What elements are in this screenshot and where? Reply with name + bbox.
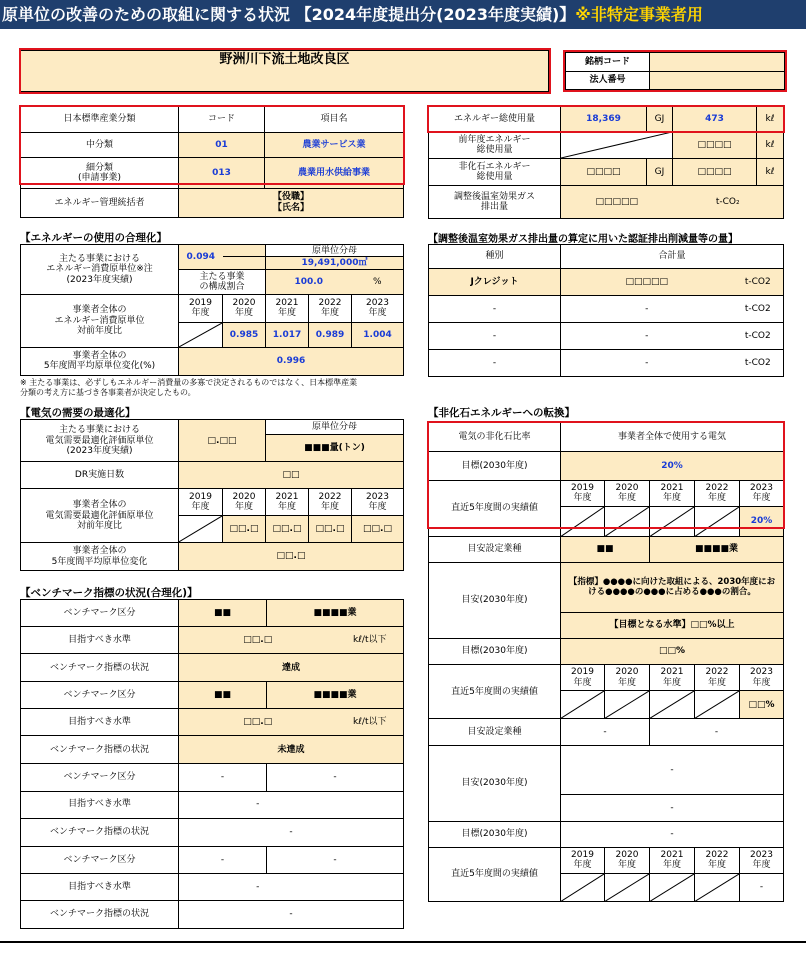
benchmark-status-label: ベンチマーク指標の状況 <box>21 736 179 764</box>
guide-industry-label: 目安設定業種 <box>429 537 561 563</box>
year-2019: 2019 年度 <box>561 665 605 691</box>
nonfossil-gj: □□□□ <box>561 159 647 186</box>
company-codes-table <box>565 52 785 90</box>
ghg-label: 調整後温室効果ガス 排出量 <box>429 186 561 219</box>
benchmark-section-title: 【ベンチマーク指標の状況(合理化)】 <box>20 587 198 599</box>
benchmark-status-label: ベンチマーク指標の状況 <box>21 900 179 928</box>
mid-class-label: 中分類 <box>21 132 179 158</box>
year-2019: 2019 年度 <box>179 489 223 516</box>
demand-yoy-2021: □□.□ <box>266 516 309 543</box>
rational-share-label: 主たる事業 の構成割合 <box>179 269 266 294</box>
energy-total-label: エネルギー総使用量 <box>429 107 561 132</box>
demand-unit-label: 主たる事業における 電気需要最適化評価原単位 (2023年度実績) <box>21 420 179 462</box>
benchmark-target-label: 目指すべき水準 <box>21 627 179 654</box>
year-2019: 2019 年度 <box>179 294 223 322</box>
nonfossil-target-label: 目標(2030年度) <box>429 452 561 480</box>
demand-section-title: 【電気の需要の最適化】 <box>20 407 136 419</box>
benchmark-target-value: - <box>179 791 337 818</box>
prev-energy-kl: □□□□ <box>673 132 757 159</box>
target-2030-label: 目標(2030年度) <box>429 821 561 847</box>
benchmark-category-code: - <box>179 764 267 791</box>
energy-total-table <box>428 106 784 219</box>
nonfossil-record-label: 直近5年度間の実績値 <box>429 480 561 536</box>
year-2020: 2020 年度 <box>223 294 266 322</box>
year-2023: 2023 年度 <box>740 847 784 873</box>
year-2020: 2020 年度 <box>605 665 650 691</box>
guide-2030-level: 【目標となる水準】□□%以上 <box>561 613 784 639</box>
stock-code-value <box>650 53 785 72</box>
kl-unit: kℓ <box>757 132 784 159</box>
rational-section-title: 【エネルギーの使用の合理化】 <box>20 232 167 244</box>
gj-unit: GJ <box>647 159 673 186</box>
classification-header: 日本標準産業分類 <box>21 107 179 133</box>
rational-yoy-2022: 0.989 <box>309 322 352 347</box>
demand-yoy-2022: □□.□ <box>309 516 352 543</box>
benchmark-category-label: ベンチマーク区分 <box>21 846 179 873</box>
rational-table <box>20 244 404 376</box>
corp-no-value <box>650 71 785 90</box>
rational-avg-label: 事業者全体の 5年度間平均原単位変化(%) <box>21 347 179 375</box>
benchmark-target-label: 目指すべき水準 <box>21 791 179 818</box>
nonfossil-table <box>428 422 784 902</box>
dr-days-value: □□ <box>179 462 404 489</box>
benchmark-target-value: □□.□ <box>179 627 337 654</box>
credit-kind: - <box>429 350 561 377</box>
guide-2030-level: - <box>561 795 784 821</box>
fine-class-code: 013 <box>179 158 265 189</box>
nonfossil-ratio-label: 電気の非化石比率 <box>429 423 561 452</box>
benchmark-target-unit <box>337 873 404 900</box>
demand-avg-value: □□.□ <box>179 543 404 571</box>
nonfossil-record-2021 <box>650 506 695 536</box>
credit-total-header: 合計量 <box>561 245 784 269</box>
guide-industry-name: ■■■■業 <box>650 537 784 563</box>
guide-industry-code: - <box>561 719 650 745</box>
prev-energy-label: 前年度エネルギー 総使用量 <box>429 132 561 159</box>
rational-unit-label: 主たる事業における エネルギー消費原単位※注 (2023年度実績) <box>21 245 179 295</box>
nonfossil-ratio-scope: 事業者全体で使用する電気 <box>561 423 784 452</box>
demand-yoy-label: 事業者全体の 電気需要最適化評価原単位 対前年度比 <box>21 489 179 543</box>
record-2021 <box>650 691 695 719</box>
record-2022 <box>695 873 740 901</box>
year-2020: 2020 年度 <box>223 489 266 516</box>
benchmark-category-name: - <box>267 764 404 791</box>
benchmark-category-code: ■■ <box>179 682 267 709</box>
record-2019 <box>561 691 605 719</box>
rational-denominator-label: 原単位分母 <box>266 245 404 257</box>
fine-class-label: 細分類 (申請事業) <box>21 158 179 189</box>
ghg-unit: t-CO₂ <box>673 186 784 219</box>
record-5yr-label: 直近5年度間の実績値 <box>429 665 561 719</box>
year-2021: 2021 年度 <box>650 665 695 691</box>
demand-yoy-2020: □□.□ <box>223 516 266 543</box>
benchmark-target-unit <box>337 791 404 818</box>
year-2023: 2023 年度 <box>740 480 784 506</box>
corp-no-label: 法人番号 <box>566 71 650 90</box>
demand-denominator-value: ■■■量(トン) <box>266 434 404 462</box>
credit-unit: t-CO2 <box>733 350 784 377</box>
year-2020: 2020 年度 <box>605 847 650 873</box>
bottom-border <box>0 941 806 943</box>
gj-unit: GJ <box>647 107 673 132</box>
record-2022 <box>695 691 740 719</box>
company-name: 野洲川下流土地改良区 <box>21 51 549 92</box>
benchmark-category-code: ■■ <box>179 600 267 627</box>
kl-unit: kℓ <box>757 107 784 132</box>
mid-class-name: 農業サービス業 <box>265 132 404 158</box>
record-2019 <box>561 873 605 901</box>
record-2023: □□% <box>740 691 784 719</box>
credit-unit: t-CO2 <box>733 296 784 323</box>
benchmark-status-label: ベンチマーク指標の状況 <box>21 818 179 846</box>
benchmark-category-name: ■■■■業 <box>267 600 404 627</box>
page-title: 原単位の改善のための取組に関する状況 【2024年度提出分(2023年度実績)】※非特定事業者用 <box>0 0 806 29</box>
year-2021: 2021 年度 <box>650 480 695 506</box>
year-2022: 2022 年度 <box>695 847 740 873</box>
rational-yoy-label: 事業者全体の エネルギー消費原単位 対前年度比 <box>21 294 179 347</box>
year-2023: 2023 年度 <box>352 489 404 516</box>
guide-industry-name: - <box>650 719 784 745</box>
manager-role: 【役職】 <box>272 192 309 203</box>
credit-value: □□□□□ <box>561 269 733 296</box>
target-2030-value: □□% <box>561 639 784 665</box>
demand-denominator-label: 原単位分母 <box>266 420 404 435</box>
guide-2030-label: 目安(2030年度) <box>429 745 561 821</box>
benchmark-target-value: □□.□ <box>179 709 337 736</box>
classification-table <box>20 106 404 218</box>
demand-yoy-2019 <box>179 516 223 543</box>
credit-value: - <box>561 323 733 350</box>
credit-table <box>428 244 784 377</box>
manager-name: 【氏名】 <box>272 203 309 214</box>
year-2022: 2022 年度 <box>309 294 352 322</box>
benchmark-category-label: ベンチマーク区分 <box>21 682 179 709</box>
benchmark-status-value: 達成 <box>179 654 404 682</box>
energy-total-gj: 18,369 <box>561 107 647 132</box>
benchmark-category-code: - <box>179 846 267 873</box>
demand-avg-label: 事業者全体の 5年度間平均原単位変化 <box>21 543 179 571</box>
benchmark-category-label: ベンチマーク区分 <box>21 600 179 627</box>
guide-2030-indicator: 【指標】●●●●に向けた取組による、2030年度にお ける●●●●の●●●に占める●●●の割合。 <box>561 563 784 613</box>
benchmark-status-value: - <box>179 900 404 928</box>
benchmark-target-unit: kℓ/t以下 <box>337 627 404 654</box>
guide-2030-indicator: - <box>561 745 784 795</box>
mid-class-code: 01 <box>179 132 265 158</box>
credit-kind: - <box>429 323 561 350</box>
rational-denominator-value: 19,491,000㎥ <box>266 257 404 269</box>
stock-code-label: 銘柄コード <box>566 53 650 72</box>
rational-yoy-2020: 0.985 <box>223 322 266 347</box>
nonfossil-energy-label: 非化石エネルギー 総使用量 <box>429 159 561 186</box>
rational-yoy-2021: 1.017 <box>266 322 309 347</box>
credit-kind: Jクレジット <box>429 269 561 296</box>
credit-kind-header: 種別 <box>429 245 561 269</box>
percent-unit: % <box>352 269 404 294</box>
demand-table <box>20 419 404 571</box>
rational-yoy-2023: 1.004 <box>352 322 404 347</box>
year-2021: 2021 年度 <box>650 847 695 873</box>
benchmark-category-name: ■■■■業 <box>267 682 404 709</box>
record-2020 <box>605 873 650 901</box>
nonfossil-target-value: 20% <box>561 452 784 480</box>
credit-kind: - <box>429 296 561 323</box>
energy-manager-label: エネルギー管理統括者 <box>21 189 179 218</box>
year-2019: 2019 年度 <box>561 480 605 506</box>
dr-days-label: DR実施日数 <box>21 462 179 489</box>
guide-industry-code: ■■ <box>561 537 650 563</box>
year-2019: 2019 年度 <box>561 847 605 873</box>
year-2021: 2021 年度 <box>266 294 309 322</box>
record-2020 <box>605 691 650 719</box>
year-2022: 2022 年度 <box>695 665 740 691</box>
benchmark-target-label: 目指すべき水準 <box>21 873 179 900</box>
rational-avg-value: 0.996 <box>179 347 404 375</box>
year-2022: 2022 年度 <box>695 480 740 506</box>
year-2020: 2020 年度 <box>605 480 650 506</box>
credit-value: - <box>561 350 733 377</box>
benchmark-status-label: ベンチマーク指標の状況 <box>21 654 179 682</box>
nonfossil-record-2023: 20% <box>740 506 784 536</box>
benchmark-status-value: - <box>179 818 404 846</box>
rational-yoy-2019 <box>179 322 223 347</box>
nonfossil-kl: □□□□ <box>673 159 757 186</box>
nonfossil-record-2019 <box>561 506 605 536</box>
company-name-table <box>20 50 549 92</box>
year-2023: 2023 年度 <box>740 665 784 691</box>
rational-footnote: ※ 主たる事業は、必ずしもエネルギー消費量の多寡で決定されるものではなく、日本標準産業 分類の考え方に基づき各事業者が決定したもの。 <box>20 378 358 397</box>
energy-total-kl: 473 <box>673 107 757 132</box>
year-2023: 2023 年度 <box>352 294 404 322</box>
record-2021 <box>650 873 695 901</box>
nonfossil-record-2020 <box>605 506 650 536</box>
benchmark-category-name: - <box>267 846 404 873</box>
demand-yoy-2023: □□.□ <box>352 516 404 543</box>
rational-unit-value: 0.094 <box>179 245 223 270</box>
benchmark-category-label: ベンチマーク区分 <box>21 764 179 791</box>
year-2021: 2021 年度 <box>266 489 309 516</box>
record-5yr-label: 直近5年度間の実績値 <box>429 847 561 901</box>
item-name-header: 項目名 <box>265 107 404 133</box>
benchmark-table <box>20 599 404 929</box>
nonfossil-record-2022 <box>695 506 740 536</box>
benchmark-target-value: - <box>179 873 337 900</box>
guide-2030-label: 目安(2030年度) <box>429 563 561 639</box>
target-2030-label: 目標(2030年度) <box>429 639 561 665</box>
demand-unit-value: □.□□ <box>179 420 266 462</box>
kl-unit: kℓ <box>757 159 784 186</box>
target-2030-value: - <box>561 821 784 847</box>
guide-industry-label: 目安設定業種 <box>429 719 561 745</box>
credit-value: - <box>561 296 733 323</box>
credit-unit: t-CO2 <box>733 269 784 296</box>
record-2023: - <box>740 873 784 901</box>
year-2022: 2022 年度 <box>309 489 352 516</box>
credit-unit: t-CO2 <box>733 323 784 350</box>
nonfossil-section-title: 【非化石エネルギーへの転換】 <box>428 407 575 419</box>
rational-share-value: 100.0 <box>266 269 352 294</box>
code-header: コード <box>179 107 265 133</box>
fine-class-name: 農業用水供給事業 <box>265 158 404 189</box>
benchmark-target-unit: kℓ/t以下 <box>337 709 404 736</box>
benchmark-target-label: 目指すべき水準 <box>21 709 179 736</box>
benchmark-status-value: 未達成 <box>179 736 404 764</box>
credit-section-title: 【調整後温室効果ガス排出量の算定に用いた認証排出削減量等の量】 <box>428 234 738 245</box>
ghg-value: □□□□□ <box>561 186 673 219</box>
